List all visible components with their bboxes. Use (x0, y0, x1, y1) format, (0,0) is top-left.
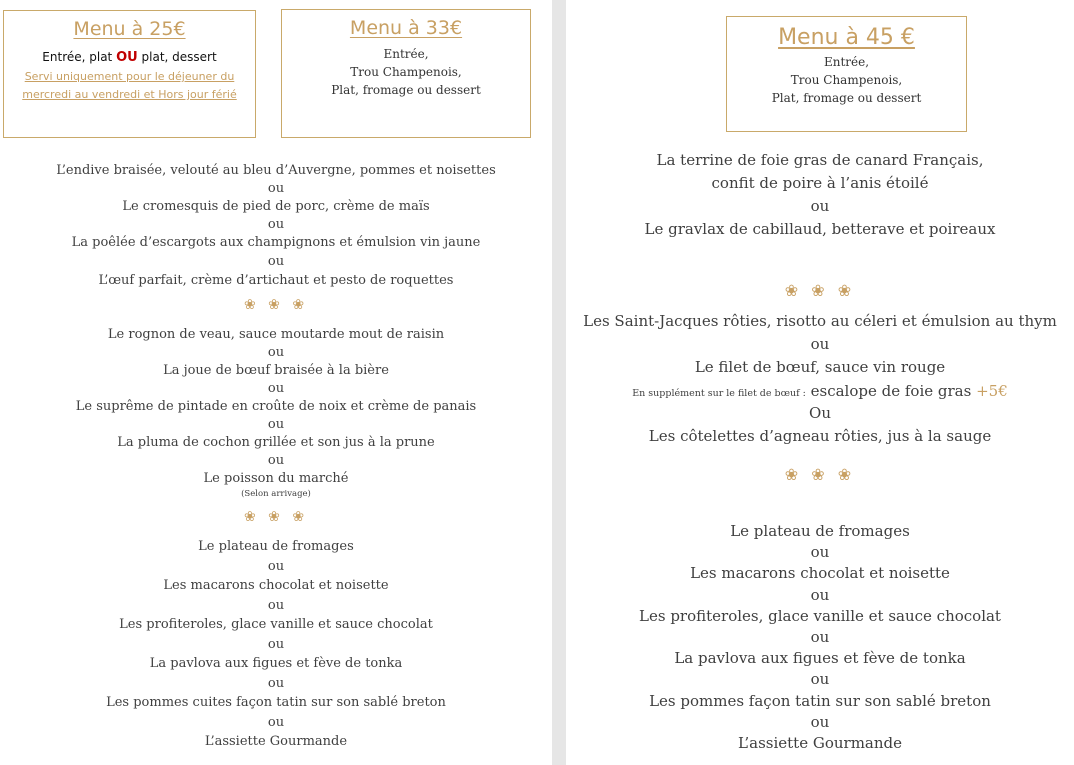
dish-line: Les macarons chocolat et noisette (690, 564, 950, 582)
menu-25-note-line1: Servi uniquement pour le déjeuner du (24, 70, 235, 83)
dish-line: Le poisson du marché (203, 471, 349, 486)
dish-separator-ou: ou (267, 345, 285, 360)
dish-separator-ou: ou (267, 559, 285, 574)
dish-line: La joue de bœuf braisée à la bière (163, 363, 389, 378)
dish-line: L’assiette Gourmande (738, 734, 902, 752)
dish-line: L’assiette Gourmande (204, 734, 348, 749)
dish-line: La terrine de foie gras de canard Français, (656, 151, 984, 169)
dish-separator-ou: ou (810, 335, 830, 353)
flower-separator-icon: ❀ ❀ ❀ (784, 281, 856, 300)
dish-note: (Selon arrivage) (241, 489, 311, 499)
supplement-item: escalope de foie gras (810, 382, 972, 400)
menu-25-note-line2: mercredi au vendredi et Hors jour férié (22, 88, 237, 101)
dish-line: L’endive braisée, velouté au bleu d’Auvergne, pommes et noisettes (56, 163, 496, 178)
flower-separator-icon: ❀ ❀ ❀ (784, 465, 856, 484)
dish-line: Les Saint-Jacques rôties, risotto au céleri et émulsion au thym (583, 312, 1057, 330)
dish-line: La poêlée d’escargots aux champignons et émulsion vin jaune (71, 235, 481, 250)
menu-45-title: Menu à 45 € (778, 25, 915, 50)
menu-25-desc-after: plat, dessert (141, 50, 217, 64)
dish-separator-ou: ou (810, 670, 830, 688)
dish-separator-ou: Ou (809, 404, 831, 422)
dish-line: Le plateau de fromages (198, 539, 354, 554)
dish-line: Le gravlax de cabillaud, betterave et poireaux (644, 220, 996, 238)
dish-line: Le suprême de pintade en croûte de noix et crème de panais (75, 399, 477, 414)
menu-25-desc (4, 49, 255, 66)
dish-line: Le rognon de veau, sauce moutarde mout de raisin (107, 327, 445, 342)
menu-33-desc (282, 45, 530, 99)
menu-45-desc-line2: Trou Champenois, (790, 73, 903, 87)
menu-45-desc (727, 53, 966, 107)
dish-separator-ou: ou (810, 628, 830, 646)
menu-33-box (281, 9, 531, 138)
menu-33-desc-line3: Plat, fromage ou dessert (331, 83, 481, 97)
menu-25-desc-ou: OU (116, 50, 138, 65)
dish-separator-ou: ou (267, 715, 285, 730)
flower-separator-icon: ❀ ❀ ❀ (243, 297, 309, 313)
dish-line: Les profiteroles, glace vanille et sauce chocolat (639, 607, 1001, 625)
menu-33-title: Menu à 33€ (349, 17, 463, 39)
dish-line: Le plateau de fromages (730, 522, 910, 540)
dish-separator-ou: ou (810, 713, 830, 731)
dish-line: Le filet de bœuf, sauce vin rouge (694, 358, 946, 376)
supplement-line (566, 381, 1074, 404)
menu-25-box (3, 10, 256, 138)
dish-line: Les profiteroles, glace vanille et sauce chocolat (119, 617, 433, 632)
dish-line: Le cromesquis de pied de porc, crème de maïs (122, 199, 430, 214)
dish-separator-ou: ou (810, 586, 830, 604)
dish-line: La pavlova aux figues et fève de tonka (149, 656, 403, 671)
dish-separator-ou: ou (810, 543, 830, 561)
menu-45-box (726, 16, 967, 132)
right-page (566, 0, 1074, 765)
dish-line: Les côtelettes d’agneau rôties, jus à la sauge (648, 427, 992, 445)
menu-25-title: Menu à 25€ (73, 18, 186, 40)
dish-line: Les pommes façon tatin sur son sablé breton (649, 692, 991, 710)
flower-separator-icon: ❀ ❀ ❀ (243, 509, 309, 525)
dish-line: confit de poire à l’anis étoilé (711, 174, 929, 192)
dish-separator-ou: ou (267, 598, 285, 613)
dish-separator-ou: ou (267, 417, 285, 432)
dish-line: La pavlova aux figues et fève de tonka (674, 649, 966, 667)
menu-25-note (4, 68, 255, 104)
menu-45-desc-line3: Plat, fromage ou dessert (771, 91, 922, 105)
supplement-price: +5€ (976, 382, 1008, 400)
menu-45-desc-line1: Entrée, (823, 55, 870, 69)
menu-33-desc-line1: Entrée, (383, 47, 429, 61)
dish-line: L’œuf parfait, crème d’artichaut et pesto de roquettes (98, 273, 454, 288)
dish-separator-ou: ou (267, 637, 285, 652)
menu-25-desc-before: Entrée, plat (42, 50, 113, 64)
dish-separator-ou: ou (267, 217, 285, 232)
supplement-label: En supplément sur le filet de bœuf : (632, 388, 806, 399)
dish-separator-ou: ou (267, 676, 285, 691)
dish-separator-ou: ou (267, 254, 285, 269)
dish-separator-ou: ou (267, 381, 285, 396)
dish-separator-ou: ou (267, 181, 285, 196)
menu-33-desc-line2: Trou Champenois, (350, 65, 462, 79)
dish-separator-ou: ou (810, 197, 830, 215)
dish-separator-ou: ou (267, 453, 285, 468)
dish-line: Les pommes cuites façon tatin sur son sablé breton (106, 695, 446, 710)
dish-line: La pluma de cochon grillée et son jus à la prune (117, 435, 435, 450)
dish-line: Les macarons chocolat et noisette (163, 578, 389, 593)
